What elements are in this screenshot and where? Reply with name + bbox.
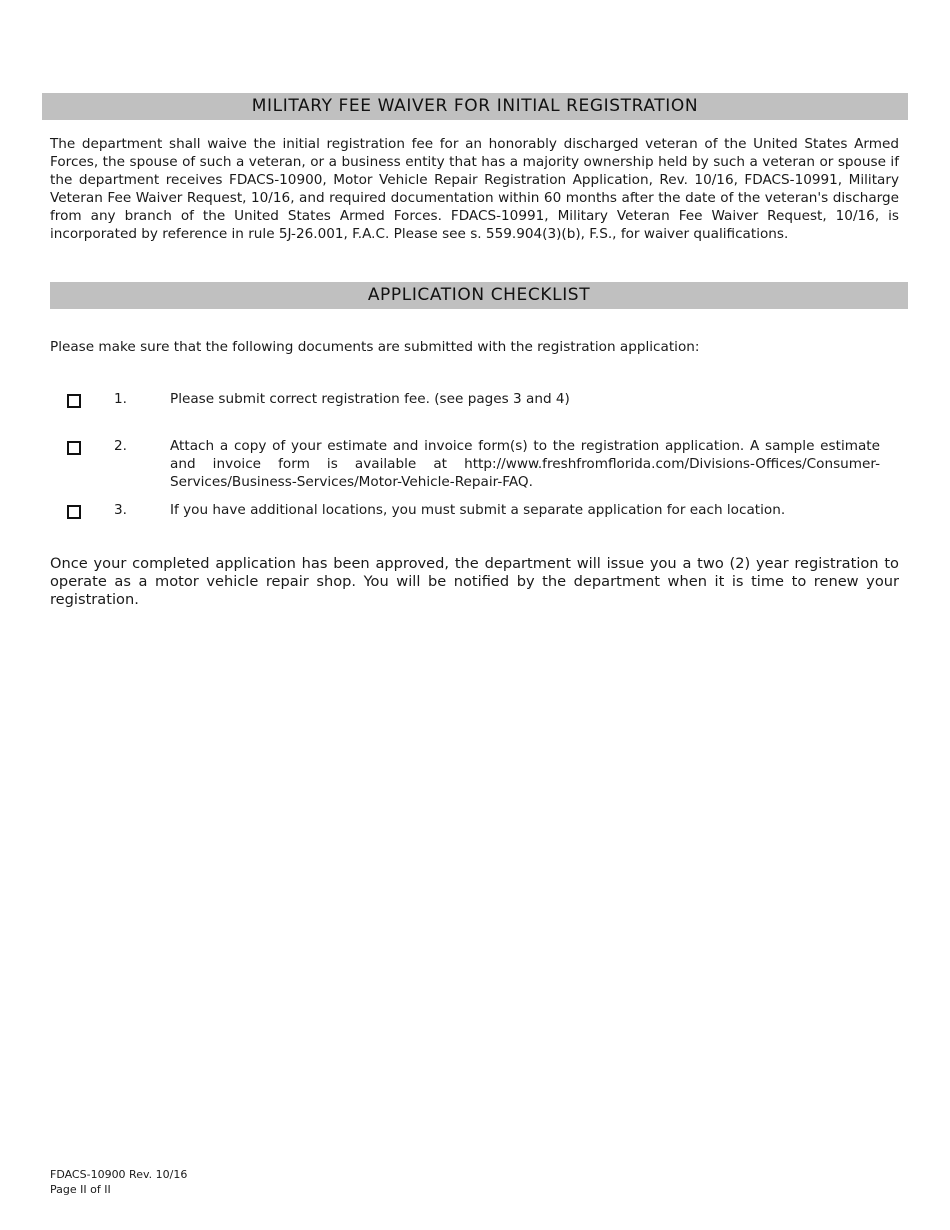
checklist-item-number: 1. (114, 391, 127, 407)
checklist-checkbox[interactable] (67, 441, 81, 455)
military-fee-waiver-text: The department shall waive the initial registration fee for an honorably discharged veteran of the United States Armed Forces, the spouse of such a veteran, or a business entity that has a majority ownership held by such a veteran or spouse if the department receives FDACS-10900, Motor Vehicle Repair Registration Application, Rev. 10/16, FDACS-10991, Military Veteran Fee Waiver Request, 10/16, and required documentation within 60 months after the date of the veteran's discharge from any branch of the United States Armed Forces. FDACS-10991, Military Veteran Fee Waiver Request, 10/16, is incorporated by reference in rule 5J-26.001, F.A.C. Please see s. 559.904(3)(b), F.S., for waiver qualifications. (50, 136, 899, 242)
approval-notice-text: Once your completed application has been approved, the department will issue you a two (2) year registration to operate as a motor vehicle repair shop. You will be notified by the department when it is time to renew your registration. (50, 555, 899, 608)
form-id-footer: FDACS-10900 Rev. 10/16 (50, 1168, 188, 1181)
checklist-item-text: If you have additional locations, you must submit a separate application for each location. (170, 502, 786, 518)
military-fee-waiver-heading: MILITARY FEE WAIVER FOR INITIAL REGISTRATION (42, 93, 908, 120)
page-number-footer: Page II of II (50, 1183, 111, 1196)
checklist-item-number: 2. (114, 438, 127, 454)
application-checklist-heading: APPLICATION CHECKLIST (50, 282, 908, 309)
checklist-item-text: Attach a copy of your estimate and invoice form(s) to the registration application. A sample estimate and invoice form is available at http://www.freshfromflorida.com/Divisions-Offices/Consumer-Services/Business-Services/Motor-Vehicle-Repair-FAQ. (170, 438, 880, 490)
checklist-checkbox[interactable] (67, 394, 81, 408)
checklist-item-text: Please submit correct registration fee. (see pages 3 and 4) (170, 391, 570, 407)
checklist-item-number: 3. (114, 502, 127, 518)
checklist-checkbox[interactable] (67, 505, 81, 519)
checklist-intro-text: Please make sure that the following documents are submitted with the registration application: (50, 339, 700, 355)
